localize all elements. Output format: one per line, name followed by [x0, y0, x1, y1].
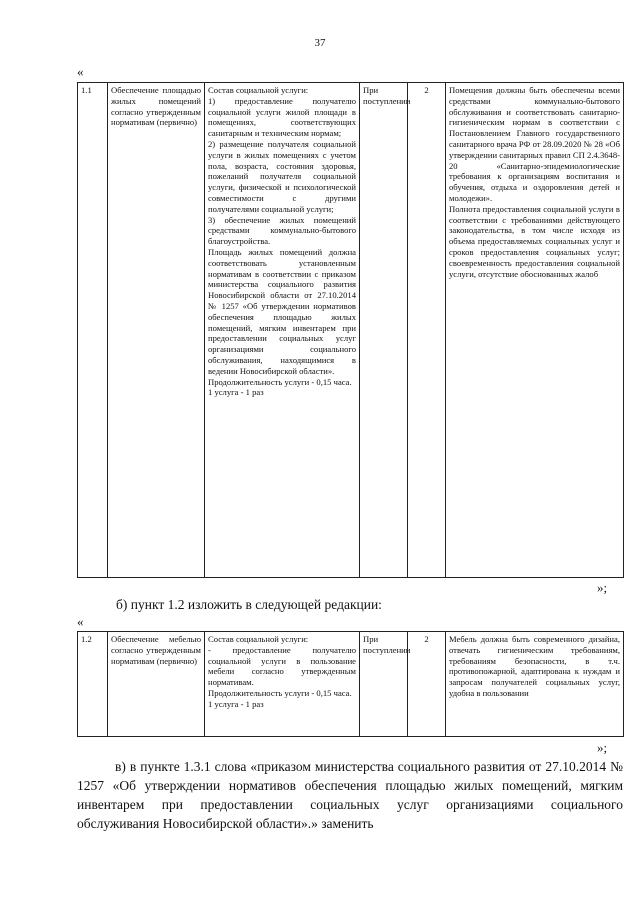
content-line: Состав социальной услуги:: [208, 634, 309, 644]
service-name: Обеспечение мебелью согласно утвержденным нормативам (первично): [108, 632, 205, 737]
service-table-1: [77, 82, 624, 578]
content-line: 2) размещение получателя социальной услуги в жилых помещениях с учетом пола, возраста, состояния здоровья, пожеланий получателя социальной услуги, физической и психологической совместимости с другими получателями социальной услуги;: [208, 138, 356, 214]
service-count: 2: [408, 83, 446, 578]
service-content: [205, 83, 360, 578]
row-number: 1.2: [78, 632, 108, 737]
clause-b: б) пункт 1.2 изложить в следующей редакции:: [116, 597, 382, 612]
quality-line: Полнота предоставления социальной услуги в соответствии с требованиями действующего законодательства, в том числе исходя из объема предоставляемых социальных услуг и сроков предоставления социальных услуг; своевременность предоставления социальной услуги, отсутствие обоснованных жалоб: [449, 203, 620, 279]
content-line: 1 услуга - 1 раз: [208, 698, 264, 709]
service-quality: [446, 83, 624, 578]
service-when: При поступлении: [360, 83, 408, 578]
close-quote-1: »;: [597, 580, 608, 595]
content-line: 3) обеспечение жилых помещений средствами коммунально-бытового благоустройства.: [208, 214, 356, 247]
content-line: Продолжительность услуги - 0,15 часа.: [208, 376, 352, 387]
content-line: Состав социальной услуги:: [208, 85, 309, 95]
page-number: 37: [314, 37, 326, 49]
service-quality: Мебель должна быть современного дизайна, отвечать гигиеническим требованиям, требованиям безопасности, в т.ч. противопожарной, адаптирована к нуждам и запросам получателей социальных услуг, удобна в пользовании: [446, 632, 624, 737]
service-when: При поступлении: [360, 632, 408, 737]
service-content: [205, 632, 360, 737]
service-table-2: [77, 631, 624, 737]
content-line: Площадь жилых помещений должна соответствовать установленным нормативам в соответствии с приказом министерства социального развития Новосибирской области от 27.10.2014 № 1257 «Об утверждении нормативов обеспечения площадью жилых помещений, мягким инвентарем при предоставлении социальных услуг организациями социального обслуживания, находящимися в ведении Новосибирской области».: [208, 246, 356, 376]
clause-v: в) в пункте 1.3.1 слова «приказом министерства социального развития от 27.10.2014 № 1257 «Об утверждении нормативов обеспечения площадью жилых помещений, мягким инвентарем при предоставлении социальных услуг организациями социального обслуживания Новосибирской области».» заменить: [77, 759, 623, 831]
content-line: Продолжительность услуги - 0,15 часа.: [208, 687, 352, 698]
service-count: 2: [408, 632, 446, 737]
quality-line: Помещения должны быть обеспечены всеми средствами коммунально-бытового обслуживания и соответствовать санитарно-гигиеническим нормам в соответствии с Постановлением Главного государственного санитарного врача РФ от 28.09.2020 № 28 «Об утверждении санитарных правил СП 2.4.3648-20 «Санитарно-эпидемиологические требования к организациям воспитания и обучения, отдыха и оздоровления детей и молодежи».: [449, 85, 620, 203]
close-quote-2: »;: [597, 740, 608, 755]
row-number: 1.1: [78, 83, 108, 578]
service-name: Обеспечение площадью жилых помещений согласно утвержденным нормативам (первично): [108, 83, 205, 578]
open-quote-1: «: [77, 64, 84, 79]
table-row: [78, 83, 624, 578]
open-quote-2: «: [77, 614, 84, 629]
content-line: 1) предоставление получателю социальной услуги жилой площади в помещениях, соответствующих санитарным и техническим нормам;: [208, 95, 356, 139]
table-row: [78, 632, 624, 737]
content-line: - предоставление получателю социальной услуги в пользование мебели согласно утвержденным нормативам.: [208, 644, 356, 688]
content-line: 1 услуга - 1 раз: [208, 387, 264, 398]
